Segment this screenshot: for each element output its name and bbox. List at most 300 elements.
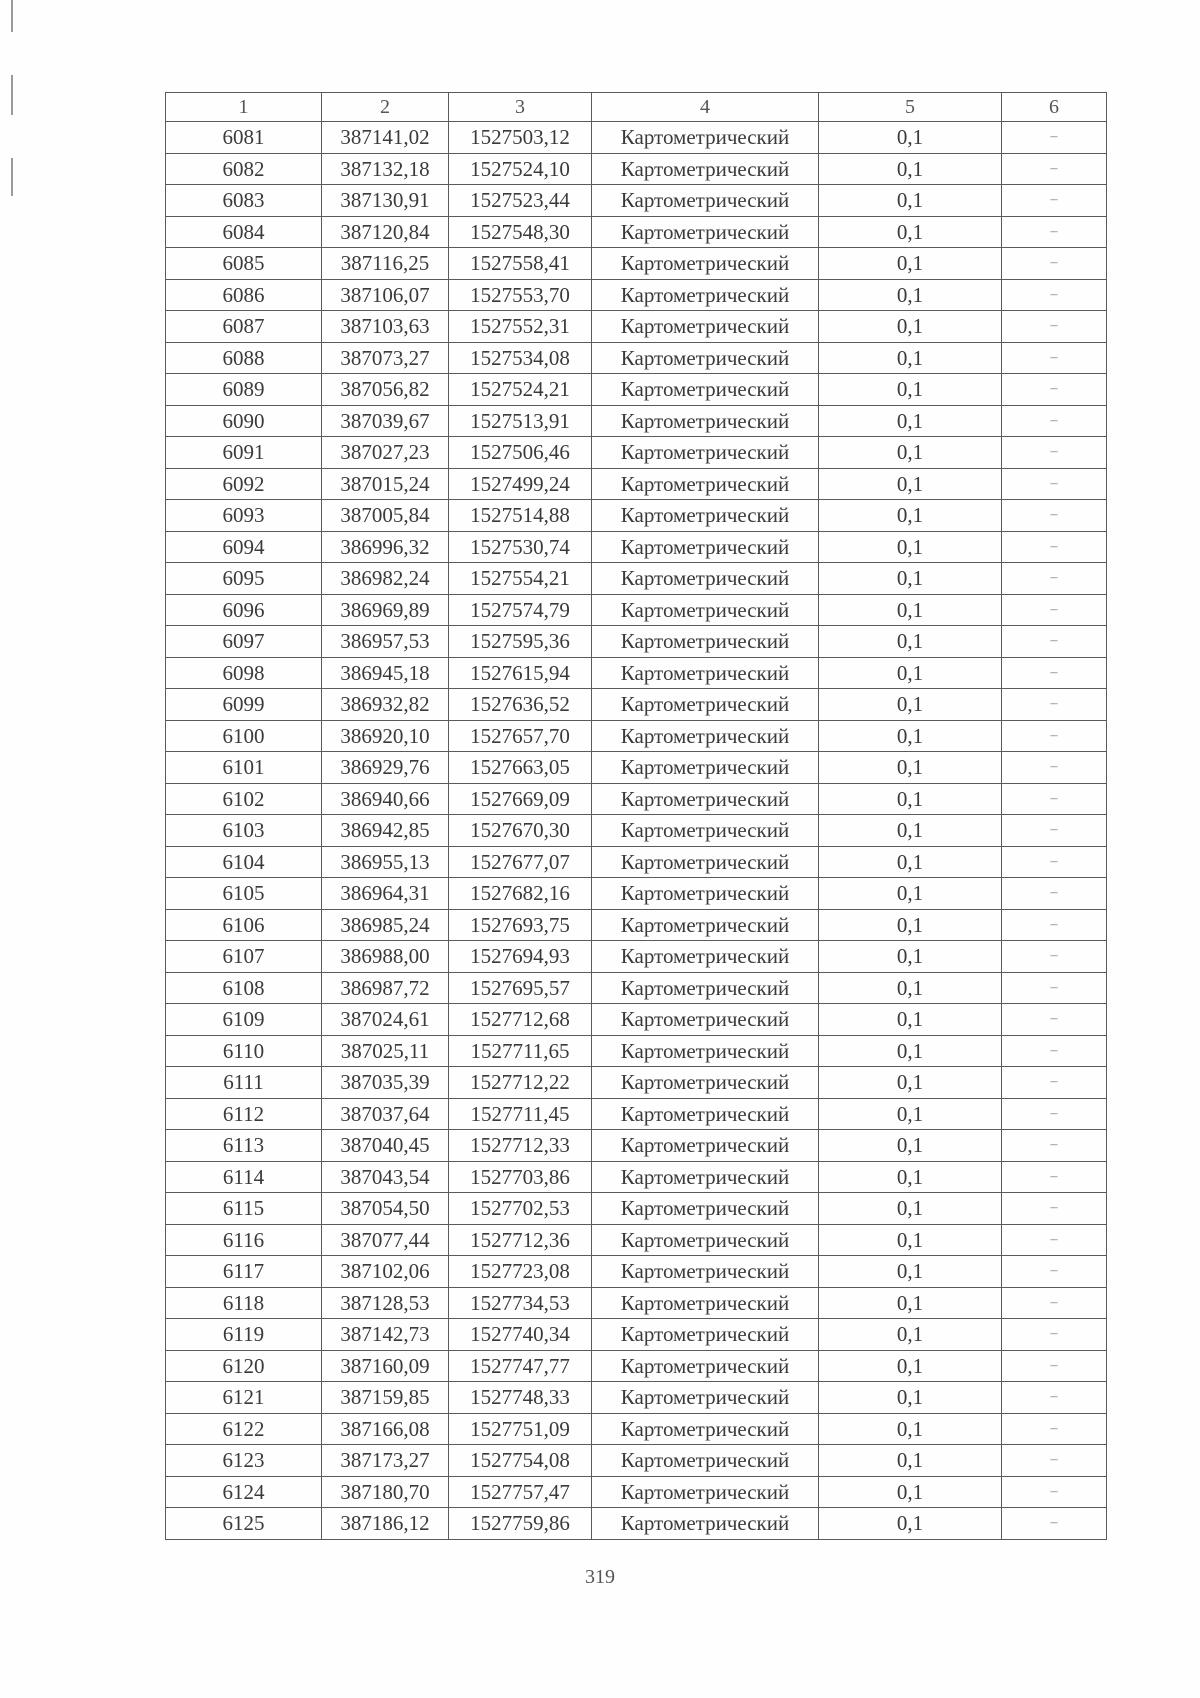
- cell-note: –: [1002, 594, 1107, 626]
- table-body: [166, 122, 1107, 1540]
- cell-method: Картометрический: [592, 1413, 819, 1445]
- cell-point-number: 6111: [166, 1067, 322, 1099]
- cell-note: –: [1002, 1287, 1107, 1319]
- cell-accuracy: 0,1: [819, 1319, 1002, 1351]
- cell-x-coordinate: 387037,64: [322, 1098, 449, 1130]
- cell-method: Картометрический: [592, 1350, 819, 1382]
- cell-x-coordinate: 387015,24: [322, 468, 449, 500]
- cell-method: Картометрический: [592, 1445, 819, 1477]
- cell-point-number: 6082: [166, 153, 322, 185]
- cell-accuracy: 0,1: [819, 500, 1002, 532]
- cell-y-coordinate: 1527723,08: [449, 1256, 592, 1288]
- cell-accuracy: 0,1: [819, 1130, 1002, 1162]
- cell-method: Картометрический: [592, 815, 819, 847]
- cell-note: –: [1002, 626, 1107, 658]
- table-row: [166, 752, 1107, 784]
- cell-point-number: 6090: [166, 405, 322, 437]
- cell-point-number: 6101: [166, 752, 322, 784]
- cell-method: Картометрический: [592, 846, 819, 878]
- cell-x-coordinate: 387160,09: [322, 1350, 449, 1382]
- cell-point-number: 6122: [166, 1413, 322, 1445]
- cell-point-number: 6089: [166, 374, 322, 406]
- cell-accuracy: 0,1: [819, 1035, 1002, 1067]
- cell-accuracy: 0,1: [819, 468, 1002, 500]
- cell-note: –: [1002, 1098, 1107, 1130]
- table-row: [166, 783, 1107, 815]
- cell-note: –: [1002, 815, 1107, 847]
- cell-accuracy: 0,1: [819, 437, 1002, 469]
- cell-method: Картометрический: [592, 500, 819, 532]
- cell-method: Картометрический: [592, 972, 819, 1004]
- table-row: [166, 1508, 1107, 1540]
- table-row: [166, 122, 1107, 154]
- table-row: [166, 1098, 1107, 1130]
- cell-y-coordinate: 1527711,45: [449, 1098, 592, 1130]
- cell-point-number: 6094: [166, 531, 322, 563]
- cell-y-coordinate: 1527524,10: [449, 153, 592, 185]
- cell-x-coordinate: 386932,82: [322, 689, 449, 721]
- table-row: [166, 941, 1107, 973]
- table-header-row: [166, 93, 1107, 122]
- cell-y-coordinate: 1527663,05: [449, 752, 592, 784]
- cell-note: –: [1002, 531, 1107, 563]
- cell-x-coordinate: 387166,08: [322, 1413, 449, 1445]
- cell-x-coordinate: 387035,39: [322, 1067, 449, 1099]
- cell-method: Картометрический: [592, 909, 819, 941]
- cell-x-coordinate: 386982,24: [322, 563, 449, 595]
- cell-x-coordinate: 386988,00: [322, 941, 449, 973]
- table-row: [166, 594, 1107, 626]
- cell-accuracy: 0,1: [819, 531, 1002, 563]
- cell-x-coordinate: 387024,61: [322, 1004, 449, 1036]
- table-row: [166, 153, 1107, 185]
- cell-method: Картометрический: [592, 689, 819, 721]
- table-row: [166, 1350, 1107, 1382]
- cell-accuracy: 0,1: [819, 1350, 1002, 1382]
- cell-method: Картометрический: [592, 1224, 819, 1256]
- cell-accuracy: 0,1: [819, 122, 1002, 154]
- cell-y-coordinate: 1527534,08: [449, 342, 592, 374]
- cell-accuracy: 0,1: [819, 185, 1002, 217]
- cell-note: –: [1002, 1382, 1107, 1414]
- cell-method: Картометрический: [592, 752, 819, 784]
- cell-x-coordinate: 387039,67: [322, 405, 449, 437]
- table-row: [166, 815, 1107, 847]
- cell-x-coordinate: 387054,50: [322, 1193, 449, 1225]
- cell-x-coordinate: 386929,76: [322, 752, 449, 784]
- cell-point-number: 6096: [166, 594, 322, 626]
- table-row: [166, 878, 1107, 910]
- cell-y-coordinate: 1527552,31: [449, 311, 592, 343]
- cell-method: Картометрический: [592, 1476, 819, 1508]
- cell-note: –: [1002, 1476, 1107, 1508]
- cell-method: Картометрический: [592, 248, 819, 280]
- cell-x-coordinate: 387040,45: [322, 1130, 449, 1162]
- cell-method: Картометрический: [592, 1161, 819, 1193]
- cell-accuracy: 0,1: [819, 594, 1002, 626]
- table-row: [166, 1004, 1107, 1036]
- cell-point-number: 6116: [166, 1224, 322, 1256]
- table-row: [166, 311, 1107, 343]
- cell-method: Картометрический: [592, 279, 819, 311]
- cell-point-number: 6124: [166, 1476, 322, 1508]
- cell-note: –: [1002, 437, 1107, 469]
- cell-note: –: [1002, 941, 1107, 973]
- cell-method: Картометрический: [592, 941, 819, 973]
- cell-x-coordinate: 387103,63: [322, 311, 449, 343]
- cell-point-number: 6112: [166, 1098, 322, 1130]
- cell-point-number: 6093: [166, 500, 322, 532]
- cell-y-coordinate: 1527615,94: [449, 657, 592, 689]
- cell-method: Картометрический: [592, 783, 819, 815]
- cell-x-coordinate: 387173,27: [322, 1445, 449, 1477]
- table-row: [166, 1067, 1107, 1099]
- cell-x-coordinate: 387005,84: [322, 500, 449, 532]
- cell-y-coordinate: 1527513,91: [449, 405, 592, 437]
- cell-method: Картометрический: [592, 1035, 819, 1067]
- cell-method: Картометрический: [592, 531, 819, 563]
- cell-x-coordinate: 387116,25: [322, 248, 449, 280]
- cell-note: –: [1002, 248, 1107, 280]
- cell-accuracy: 0,1: [819, 1445, 1002, 1477]
- table-row: [166, 846, 1107, 878]
- table-row: [166, 909, 1107, 941]
- cell-accuracy: 0,1: [819, 846, 1002, 878]
- table-row: [166, 1193, 1107, 1225]
- cell-note: –: [1002, 374, 1107, 406]
- cell-x-coordinate: 386969,89: [322, 594, 449, 626]
- cell-y-coordinate: 1527754,08: [449, 1445, 592, 1477]
- cell-note: –: [1002, 1319, 1107, 1351]
- cell-x-coordinate: 386964,31: [322, 878, 449, 910]
- cell-y-coordinate: 1527530,74: [449, 531, 592, 563]
- cell-accuracy: 0,1: [819, 1098, 1002, 1130]
- cell-note: –: [1002, 216, 1107, 248]
- cell-y-coordinate: 1527734,53: [449, 1287, 592, 1319]
- cell-y-coordinate: 1527712,33: [449, 1130, 592, 1162]
- table-row: [166, 1161, 1107, 1193]
- cell-accuracy: 0,1: [819, 1067, 1002, 1099]
- cell-method: Картометрический: [592, 1382, 819, 1414]
- cell-method: Картометрический: [592, 1319, 819, 1351]
- cell-method: Картометрический: [592, 1098, 819, 1130]
- cell-y-coordinate: 1527747,77: [449, 1350, 592, 1382]
- cell-accuracy: 0,1: [819, 1256, 1002, 1288]
- cell-x-coordinate: 387106,07: [322, 279, 449, 311]
- cell-point-number: 6119: [166, 1319, 322, 1351]
- cell-y-coordinate: 1527677,07: [449, 846, 592, 878]
- cell-x-coordinate: 387141,02: [322, 122, 449, 154]
- cell-y-coordinate: 1527757,47: [449, 1476, 592, 1508]
- cell-note: –: [1002, 342, 1107, 374]
- cell-method: Картометрический: [592, 594, 819, 626]
- table-row: [166, 720, 1107, 752]
- cell-y-coordinate: 1527574,79: [449, 594, 592, 626]
- cell-accuracy: 0,1: [819, 909, 1002, 941]
- cell-x-coordinate: 386985,24: [322, 909, 449, 941]
- cell-accuracy: 0,1: [819, 626, 1002, 658]
- cell-note: –: [1002, 1035, 1107, 1067]
- cell-note: –: [1002, 311, 1107, 343]
- column-header: 4: [592, 93, 819, 122]
- cell-method: Картометрический: [592, 185, 819, 217]
- cell-method: Картометрический: [592, 563, 819, 595]
- table-row: [166, 342, 1107, 374]
- cell-accuracy: 0,1: [819, 783, 1002, 815]
- table-row: [166, 657, 1107, 689]
- cell-y-coordinate: 1527694,93: [449, 941, 592, 973]
- cell-method: Картометрический: [592, 657, 819, 689]
- cell-x-coordinate: 387056,82: [322, 374, 449, 406]
- table-row: [166, 1035, 1107, 1067]
- cell-method: Картометрический: [592, 1193, 819, 1225]
- cell-method: Картометрический: [592, 311, 819, 343]
- cell-note: –: [1002, 909, 1107, 941]
- cell-y-coordinate: 1527759,86: [449, 1508, 592, 1540]
- table-row: [166, 1476, 1107, 1508]
- cell-point-number: 6083: [166, 185, 322, 217]
- table-row: [166, 1382, 1107, 1414]
- cell-note: –: [1002, 500, 1107, 532]
- cell-point-number: 6091: [166, 437, 322, 469]
- cell-method: Картометрический: [592, 878, 819, 910]
- scan-artifact: [11, 75, 13, 115]
- cell-note: –: [1002, 1193, 1107, 1225]
- cell-accuracy: 0,1: [819, 657, 1002, 689]
- cell-point-number: 6105: [166, 878, 322, 910]
- cell-x-coordinate: 387027,23: [322, 437, 449, 469]
- cell-x-coordinate: 386942,85: [322, 815, 449, 847]
- cell-accuracy: 0,1: [819, 972, 1002, 1004]
- cell-x-coordinate: 387159,85: [322, 1382, 449, 1414]
- cell-x-coordinate: 387120,84: [322, 216, 449, 248]
- cell-note: –: [1002, 122, 1107, 154]
- cell-accuracy: 0,1: [819, 311, 1002, 343]
- cell-accuracy: 0,1: [819, 720, 1002, 752]
- cell-point-number: 6113: [166, 1130, 322, 1162]
- cell-point-number: 6109: [166, 1004, 322, 1036]
- cell-accuracy: 0,1: [819, 153, 1002, 185]
- cell-y-coordinate: 1527524,21: [449, 374, 592, 406]
- cell-y-coordinate: 1527669,09: [449, 783, 592, 815]
- cell-x-coordinate: 387102,06: [322, 1256, 449, 1288]
- cell-note: –: [1002, 1004, 1107, 1036]
- cell-y-coordinate: 1527636,52: [449, 689, 592, 721]
- cell-y-coordinate: 1527712,36: [449, 1224, 592, 1256]
- table-row: [166, 531, 1107, 563]
- cell-method: Картометрический: [592, 216, 819, 248]
- table-row: [166, 405, 1107, 437]
- cell-x-coordinate: 386957,53: [322, 626, 449, 658]
- cell-point-number: 6102: [166, 783, 322, 815]
- cell-point-number: 6103: [166, 815, 322, 847]
- cell-accuracy: 0,1: [819, 342, 1002, 374]
- cell-note: –: [1002, 878, 1107, 910]
- scan-artifact: [11, 158, 13, 196]
- cell-method: Картометрический: [592, 1256, 819, 1288]
- cell-accuracy: 0,1: [819, 752, 1002, 784]
- cell-note: –: [1002, 846, 1107, 878]
- table-row: [166, 1256, 1107, 1288]
- cell-accuracy: 0,1: [819, 941, 1002, 973]
- cell-note: –: [1002, 1224, 1107, 1256]
- cell-accuracy: 0,1: [819, 815, 1002, 847]
- cell-note: –: [1002, 1445, 1107, 1477]
- cell-accuracy: 0,1: [819, 374, 1002, 406]
- cell-accuracy: 0,1: [819, 279, 1002, 311]
- cell-y-coordinate: 1527682,16: [449, 878, 592, 910]
- cell-accuracy: 0,1: [819, 248, 1002, 280]
- cell-x-coordinate: 387025,11: [322, 1035, 449, 1067]
- cell-point-number: 6106: [166, 909, 322, 941]
- cell-note: –: [1002, 279, 1107, 311]
- cell-method: Картометрический: [592, 342, 819, 374]
- cell-y-coordinate: 1527748,33: [449, 1382, 592, 1414]
- table-row: [166, 1445, 1107, 1477]
- cell-y-coordinate: 1527703,86: [449, 1161, 592, 1193]
- cell-note: –: [1002, 563, 1107, 595]
- table-row: [166, 972, 1107, 1004]
- cell-point-number: 6097: [166, 626, 322, 658]
- cell-note: –: [1002, 1130, 1107, 1162]
- cell-accuracy: 0,1: [819, 216, 1002, 248]
- cell-y-coordinate: 1527499,24: [449, 468, 592, 500]
- cell-x-coordinate: 387130,91: [322, 185, 449, 217]
- cell-x-coordinate: 387186,12: [322, 1508, 449, 1540]
- table-row: [166, 1287, 1107, 1319]
- cell-point-number: 6099: [166, 689, 322, 721]
- cell-x-coordinate: 386996,32: [322, 531, 449, 563]
- cell-point-number: 6125: [166, 1508, 322, 1540]
- cell-y-coordinate: 1527553,70: [449, 279, 592, 311]
- cell-point-number: 6084: [166, 216, 322, 248]
- cell-point-number: 6121: [166, 1382, 322, 1414]
- cell-note: –: [1002, 752, 1107, 784]
- cell-point-number: 6118: [166, 1287, 322, 1319]
- table-row: [166, 185, 1107, 217]
- cell-method: Картометрический: [592, 374, 819, 406]
- cell-point-number: 6085: [166, 248, 322, 280]
- cell-note: –: [1002, 689, 1107, 721]
- cell-accuracy: 0,1: [819, 1193, 1002, 1225]
- cell-note: –: [1002, 783, 1107, 815]
- cell-y-coordinate: 1527740,34: [449, 1319, 592, 1351]
- cell-point-number: 6108: [166, 972, 322, 1004]
- cell-y-coordinate: 1527695,57: [449, 972, 592, 1004]
- cell-y-coordinate: 1527702,53: [449, 1193, 592, 1225]
- cell-x-coordinate: 386955,13: [322, 846, 449, 878]
- cell-x-coordinate: 386920,10: [322, 720, 449, 752]
- cell-point-number: 6081: [166, 122, 322, 154]
- cell-method: Картометрический: [592, 153, 819, 185]
- cell-method: Картометрический: [592, 1004, 819, 1036]
- cell-accuracy: 0,1: [819, 1161, 1002, 1193]
- cell-accuracy: 0,1: [819, 563, 1002, 595]
- cell-point-number: 6086: [166, 279, 322, 311]
- cell-x-coordinate: 386940,66: [322, 783, 449, 815]
- cell-point-number: 6092: [166, 468, 322, 500]
- cell-point-number: 6120: [166, 1350, 322, 1382]
- cell-note: –: [1002, 185, 1107, 217]
- cell-method: Картометрический: [592, 405, 819, 437]
- cell-point-number: 6117: [166, 1256, 322, 1288]
- cell-point-number: 6107: [166, 941, 322, 973]
- table-row: [166, 248, 1107, 280]
- cell-point-number: 6115: [166, 1193, 322, 1225]
- cell-point-number: 6104: [166, 846, 322, 878]
- scan-artifact: [11, 0, 13, 32]
- cell-y-coordinate: 1527712,68: [449, 1004, 592, 1036]
- coordinates-table: [165, 92, 1107, 1540]
- table-row: [166, 563, 1107, 595]
- cell-x-coordinate: 387128,53: [322, 1287, 449, 1319]
- cell-x-coordinate: 387142,73: [322, 1319, 449, 1351]
- cell-accuracy: 0,1: [819, 1224, 1002, 1256]
- cell-accuracy: 0,1: [819, 1004, 1002, 1036]
- cell-y-coordinate: 1527554,21: [449, 563, 592, 595]
- cell-point-number: 6110: [166, 1035, 322, 1067]
- table-row: [166, 500, 1107, 532]
- page-number: 319: [585, 1566, 615, 1588]
- cell-x-coordinate: 387073,27: [322, 342, 449, 374]
- cell-method: Картометрический: [592, 1067, 819, 1099]
- cell-x-coordinate: 387077,44: [322, 1224, 449, 1256]
- cell-point-number: 6098: [166, 657, 322, 689]
- cell-y-coordinate: 1527514,88: [449, 500, 592, 532]
- table-row: [166, 1224, 1107, 1256]
- cell-note: –: [1002, 1067, 1107, 1099]
- table-row: [166, 1413, 1107, 1445]
- table-row: [166, 1130, 1107, 1162]
- cell-method: Картометрический: [592, 437, 819, 469]
- cell-method: Картометрический: [592, 122, 819, 154]
- cell-y-coordinate: 1527711,65: [449, 1035, 592, 1067]
- cell-x-coordinate: 387043,54: [322, 1161, 449, 1193]
- cell-method: Картометрический: [592, 468, 819, 500]
- cell-y-coordinate: 1527751,09: [449, 1413, 592, 1445]
- cell-y-coordinate: 1527503,12: [449, 122, 592, 154]
- table-row: [166, 468, 1107, 500]
- cell-method: Картометрический: [592, 720, 819, 752]
- cell-point-number: 6095: [166, 563, 322, 595]
- cell-point-number: 6114: [166, 1161, 322, 1193]
- column-header: 6: [1002, 93, 1107, 122]
- cell-y-coordinate: 1527693,75: [449, 909, 592, 941]
- table-row: [166, 279, 1107, 311]
- cell-note: –: [1002, 1508, 1107, 1540]
- cell-x-coordinate: 387180,70: [322, 1476, 449, 1508]
- cell-note: –: [1002, 972, 1107, 1004]
- cell-y-coordinate: 1527670,30: [449, 815, 592, 847]
- table-row: [166, 437, 1107, 469]
- cell-y-coordinate: 1527657,70: [449, 720, 592, 752]
- cell-x-coordinate: 386945,18: [322, 657, 449, 689]
- cell-note: –: [1002, 1161, 1107, 1193]
- column-header: 2: [322, 93, 449, 122]
- cell-method: Картометрический: [592, 626, 819, 658]
- cell-y-coordinate: 1527595,36: [449, 626, 592, 658]
- cell-accuracy: 0,1: [819, 1382, 1002, 1414]
- cell-accuracy: 0,1: [819, 1287, 1002, 1319]
- cell-accuracy: 0,1: [819, 405, 1002, 437]
- cell-note: –: [1002, 657, 1107, 689]
- cell-method: Картометрический: [592, 1130, 819, 1162]
- cell-accuracy: 0,1: [819, 1476, 1002, 1508]
- cell-y-coordinate: 1527523,44: [449, 185, 592, 217]
- cell-note: –: [1002, 1413, 1107, 1445]
- cell-point-number: 6123: [166, 1445, 322, 1477]
- table-row: [166, 626, 1107, 658]
